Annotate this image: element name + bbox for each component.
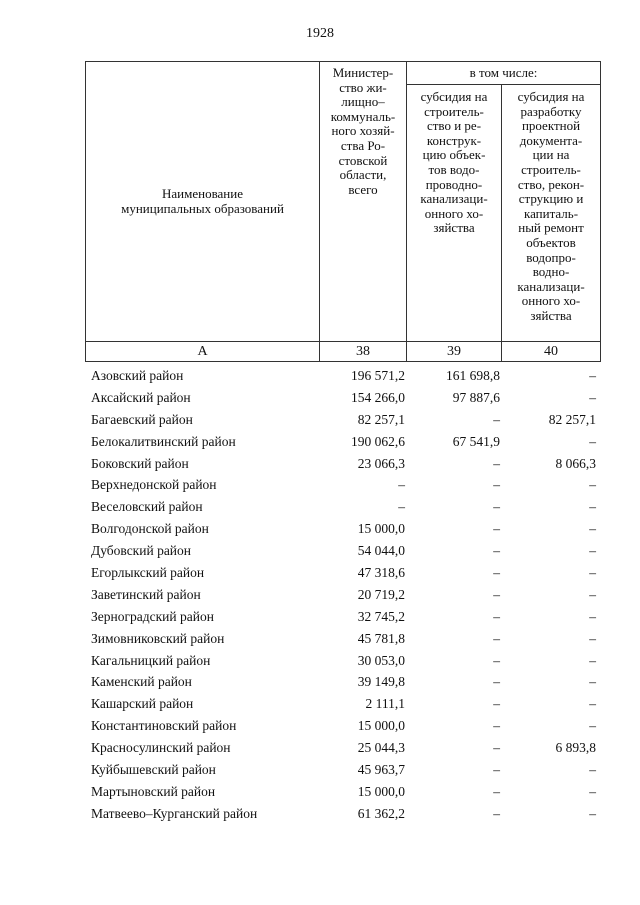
header-line: цию объек- <box>422 147 486 163</box>
header-line: водопро- <box>526 249 576 265</box>
total-value: 39 149,8 <box>357 674 405 690</box>
total-value: 45 963,7 <box>357 762 405 778</box>
header-line: онного хо- <box>424 205 484 221</box>
header-sub2-col <box>502 85 601 342</box>
table-row <box>85 606 600 628</box>
subsidy-design-value: – <box>589 499 596 515</box>
total-value: – <box>398 477 405 493</box>
header-incl: в том числе: <box>407 62 601 85</box>
header-line: канализаци- <box>517 278 585 294</box>
total-value: 15 000,0 <box>357 718 405 734</box>
table-row <box>85 693 600 715</box>
table-row <box>85 715 600 737</box>
total-value: 54 044,0 <box>357 543 405 559</box>
subsidy-construction-value: – <box>493 652 500 668</box>
district-name: Волгодонской район <box>91 521 209 537</box>
subsidy-design-value: 82 257,1 <box>548 411 596 427</box>
district-name: Зерноградский район <box>91 608 214 624</box>
subsidy-construction-value: – <box>493 718 500 734</box>
subsidy-construction-value: – <box>493 477 500 493</box>
subsidy-construction-value: – <box>493 762 500 778</box>
data-rows <box>85 365 600 825</box>
table-row <box>85 803 600 825</box>
table-row <box>85 387 600 409</box>
total-value: 196 571,2 <box>351 368 405 383</box>
subsidy-construction-value: – <box>493 740 500 756</box>
header-line: коммуналь- <box>330 108 396 124</box>
table-row <box>85 496 600 518</box>
subsidy-design-value: – <box>589 586 596 602</box>
subsidy-construction-value: – <box>493 543 500 559</box>
table-row <box>85 562 600 584</box>
district-name: Мартыновский район <box>91 783 216 799</box>
subsidy-construction-value: 161 698,8 <box>446 368 500 383</box>
subsidy-construction-value: – <box>493 783 500 799</box>
subsidy-construction-value: – <box>493 411 500 427</box>
header-line: субсидия на <box>517 89 585 104</box>
subsidy-construction-value: – <box>493 521 500 537</box>
total-value: – <box>398 499 405 515</box>
subsidy-design-value: – <box>589 608 596 624</box>
total-value: 30 053,0 <box>357 652 405 668</box>
header-line: канализаци- <box>420 191 488 207</box>
subsidy-construction-value: – <box>493 674 500 690</box>
district-name: Красносулинский район <box>91 740 231 756</box>
header-line: струкцию и <box>518 191 584 207</box>
subsidy-design-value: – <box>589 389 596 405</box>
header-line: ный ремонт <box>518 220 584 236</box>
subsidy-design-value: – <box>589 783 596 799</box>
subsidy-design-value: – <box>589 543 596 559</box>
header-line: объектов <box>526 234 576 250</box>
table-row <box>85 759 600 781</box>
table-row <box>85 431 600 453</box>
total-value: 61 362,2 <box>357 805 405 821</box>
header-line: строитель- <box>521 161 581 177</box>
subsidy-construction-value: – <box>493 805 500 821</box>
district-name: Верхнедонской район <box>91 477 217 493</box>
header-line: проводно- <box>425 176 483 192</box>
subsidy-design-value: – <box>589 762 596 778</box>
header-line: строитель- <box>424 103 484 119</box>
page-number: 1928 <box>306 26 334 41</box>
subsidy-design-value: – <box>589 521 596 537</box>
header-line: тов водо- <box>428 161 480 177</box>
header-line: ства Ро- <box>340 137 386 153</box>
district-name: Кагальницкий район <box>91 652 211 668</box>
header-name-col <box>86 62 320 342</box>
total-value: 23 066,3 <box>357 455 405 471</box>
total-value: 15 000,0 <box>357 521 405 537</box>
total-value: 2 111,1 <box>365 696 405 712</box>
total-value: 154 266,0 <box>351 389 405 405</box>
table-row <box>85 453 600 475</box>
subsidy-construction-value: 97 887,6 <box>452 389 500 405</box>
header-code-40: 40 <box>502 342 601 362</box>
header-line: документа- <box>519 132 583 148</box>
total-value: 25 044,3 <box>357 740 405 756</box>
district-name: Боковский район <box>91 455 189 471</box>
district-name: Константиновский район <box>91 718 237 734</box>
district-name: Куйбышевский район <box>91 762 216 778</box>
header-line: Наименование <box>162 185 243 201</box>
district-name: Егорлыкский район <box>91 565 205 581</box>
total-value: 45 781,8 <box>357 630 405 646</box>
table-row <box>85 628 600 650</box>
header-line: разработку <box>520 103 582 119</box>
district-name: Багаевский район <box>91 411 193 427</box>
district-name: Веселовский район <box>91 499 203 515</box>
district-name: Каменский район <box>91 674 192 690</box>
table-row <box>85 474 600 496</box>
header-code-39: 39 <box>407 342 502 362</box>
header-line: лищно– <box>341 94 385 110</box>
header-line: зяйства <box>530 307 572 323</box>
table-row <box>85 650 600 672</box>
subsidy-design-value: – <box>589 630 596 646</box>
header-line: водно- <box>532 264 570 280</box>
district-name: Аксайский район <box>91 389 191 405</box>
header-line: капиталь- <box>523 205 579 221</box>
table-row <box>85 518 600 540</box>
subsidy-design-value: – <box>589 477 596 493</box>
subsidy-construction-value: – <box>493 586 500 602</box>
subsidy-design-value: – <box>589 565 596 581</box>
subsidy-construction-value: – <box>493 696 500 712</box>
subsidy-construction-value: – <box>493 630 500 646</box>
header-line: ции на <box>532 147 570 163</box>
header-line: зяйства <box>433 220 475 236</box>
table-header <box>85 61 601 362</box>
header-code-a: А <box>86 342 320 362</box>
subsidy-design-value: – <box>589 652 596 668</box>
header-line: ство жи- <box>339 79 387 95</box>
header-line: области, <box>339 167 387 183</box>
subsidy-construction-value: – <box>493 455 500 471</box>
subsidy-design-value: – <box>589 433 596 449</box>
table-row <box>85 365 600 387</box>
table-row <box>85 584 600 606</box>
total-value: 15 000,0 <box>357 783 405 799</box>
subsidy-design-value: 8 066,3 <box>555 455 596 471</box>
table-row <box>85 540 600 562</box>
total-value: 82 257,1 <box>357 411 405 427</box>
total-value: 32 745,2 <box>357 608 405 624</box>
table-row <box>85 409 600 431</box>
district-name: Матвеево–Курганский район <box>91 805 258 821</box>
table-row <box>85 737 600 759</box>
header-line: Министер- <box>332 65 394 80</box>
district-name: Кашарский район <box>91 696 194 712</box>
district-name: Дубовский район <box>91 543 192 559</box>
header-line: проектной <box>521 118 581 134</box>
district-name: Азовский район <box>91 368 184 383</box>
header-line: муниципальных образований <box>121 200 284 216</box>
header-line: субсидия на <box>420 89 488 104</box>
header-line: ного хозяй- <box>331 123 395 139</box>
header-total-col <box>320 62 407 342</box>
header-code-38: 38 <box>320 342 407 362</box>
header-line: ство, рекон- <box>517 176 585 192</box>
header-line: конструк- <box>426 132 482 148</box>
district-name: Зимовниковский район <box>91 630 225 646</box>
subsidy-design-value: – <box>589 674 596 690</box>
total-value: 47 318,6 <box>357 565 405 581</box>
total-value: 20 719,2 <box>357 586 405 602</box>
header-line: стовской <box>338 152 388 168</box>
total-value: 190 062,6 <box>351 433 405 449</box>
header-line: всего <box>348 181 378 197</box>
district-name: Белокалитвинский район <box>91 433 236 449</box>
subsidy-construction-value: 67 541,9 <box>452 433 500 449</box>
table-row <box>85 671 600 693</box>
subsidy-design-value: – <box>589 718 596 734</box>
header-line: онного хо- <box>521 293 581 309</box>
district-name: Заветинский район <box>91 586 201 602</box>
subsidy-design-value: – <box>589 696 596 712</box>
subsidy-construction-value: – <box>493 565 500 581</box>
header-line: ство и ре- <box>426 118 482 134</box>
subsidy-design-value: – <box>589 368 596 383</box>
table-row <box>85 781 600 803</box>
subsidy-design-value: 6 893,8 <box>555 740 596 756</box>
subsidy-design-value: – <box>589 805 596 821</box>
header-sub1-col <box>407 85 502 342</box>
subsidy-construction-value: – <box>493 608 500 624</box>
subsidy-construction-value: – <box>493 499 500 515</box>
